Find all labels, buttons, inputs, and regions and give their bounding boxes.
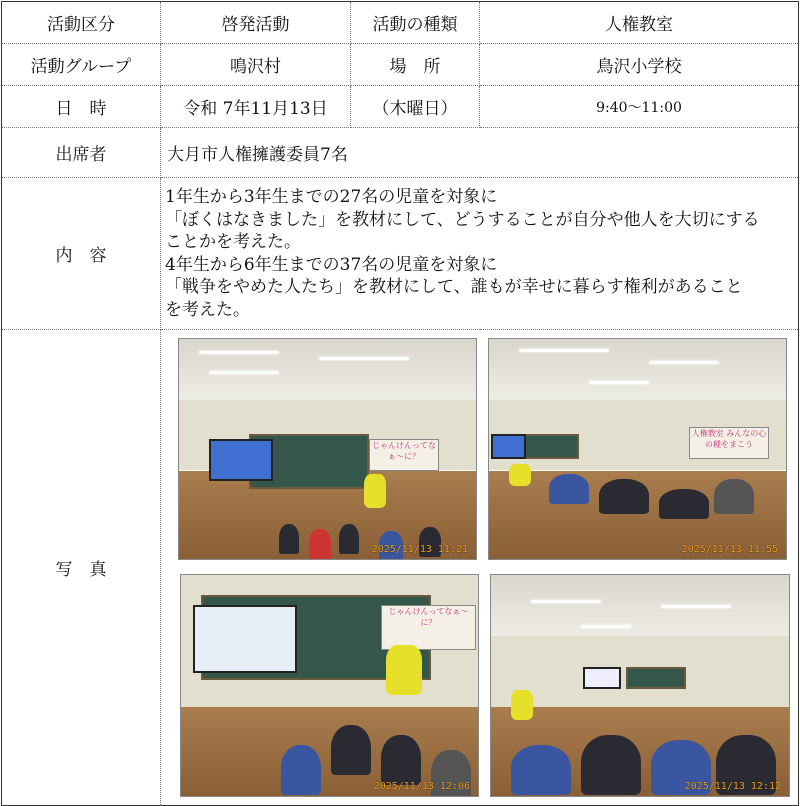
photo-timestamp: 2025/11/13 12:06: [373, 780, 470, 792]
content-line: 1年生から3年生までの27名の児童を対象に: [165, 187, 498, 207]
datetime-label: 日 時: [2, 86, 161, 128]
type-label: 活動の種類: [351, 2, 480, 44]
category-value: 啓発活動: [161, 2, 351, 44]
time-value: 9:40～11:00: [480, 86, 799, 128]
weekday-value: （木曜日）: [351, 86, 480, 128]
group-value: 鳴沢村: [161, 44, 351, 86]
photos-label: 写 真: [2, 330, 161, 806]
attendees-label: 出席者: [2, 128, 161, 178]
photo-4: [490, 574, 790, 797]
janken-sign: じゃんけんってなぁ〜に？: [369, 439, 439, 471]
photo-timestamp: 2025/11/13 11:55: [681, 543, 778, 555]
attendees-value: 大月市人権擁護委員7名: [161, 128, 799, 178]
photo-1: [178, 338, 477, 560]
date-value: 令和 7年11月13日: [161, 86, 351, 128]
content-label: 内 容: [2, 178, 161, 330]
photo-timestamp: 2025/11/13 12:12: [684, 780, 781, 792]
content-line: 「戦争をやめた人たち」を教材にして、誰もが幸せに暮らす権利があること: [165, 277, 743, 297]
content-text: [161, 178, 799, 330]
photo-3: [180, 574, 479, 797]
content-line: 「ぼくはなきました」を教材にして、どうすることが自分や他人を大切にする: [165, 209, 760, 230]
type-value: 人権教室: [480, 2, 799, 44]
place-value: 鳥沢小学校: [480, 44, 799, 86]
photo-2: [488, 338, 787, 560]
activity-report-table: [1, 1, 799, 806]
photo-timestamp: 2025/11/13 11:21: [371, 543, 468, 555]
banner-sign: 人権教室 みんなの心の種をまこう: [689, 427, 769, 459]
category-label: 活動区分: [2, 2, 161, 44]
janken-sign-2: じゃんけんってなぁ〜に？: [381, 605, 476, 650]
content-line: を考えた。: [165, 299, 250, 320]
group-label: 活動グループ: [2, 44, 161, 86]
photos-cell: [161, 330, 799, 806]
content-line: ことかを考えた。: [165, 232, 301, 252]
place-label: 場 所: [351, 44, 480, 86]
content-line: 4年生から6年生までの37名の児童を対象に: [165, 254, 498, 275]
